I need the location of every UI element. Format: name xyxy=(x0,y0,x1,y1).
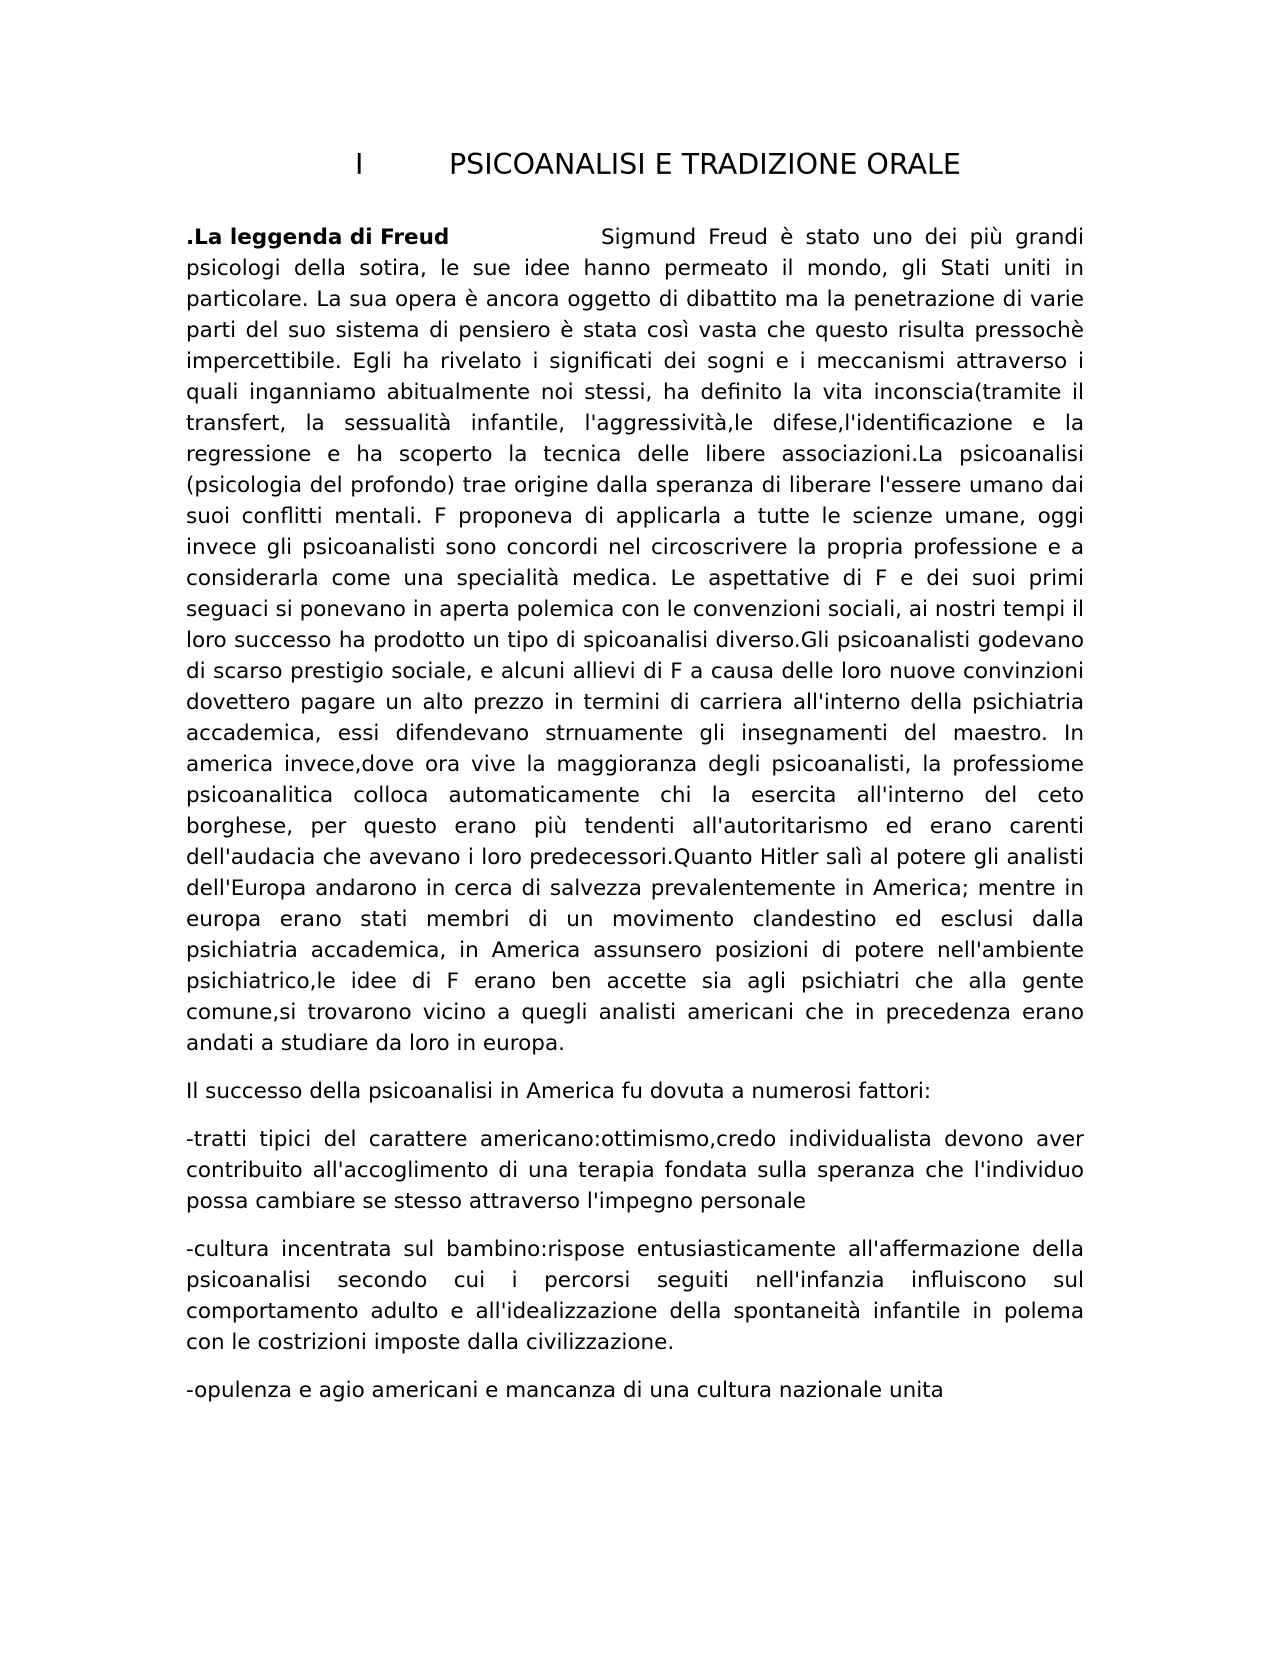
paragraph-intro xyxy=(186,222,1084,1059)
paragraph-factors-intro: Il successo della psicoanalisi in America fu dovuta a numerosi fattori: xyxy=(186,1079,932,1104)
chapter-heading xyxy=(355,148,961,182)
chapter-number: I xyxy=(355,148,364,181)
paragraph-text: Sigmund Freud è stato uno dei più grandi psicologi della sotira, le sue idee hanno permeato il mondo, gli Stati uniti in particolare. La sua opera è ancora oggetto di dibattito ma la penetrazione di varie parti del suo sistema di pensiero è stata così vasta che questo risulta pressochè impercettibile. Egli ha rivelato i significati dei sogni e i meccanismi attraverso i quali inganniamo abitualmente noi stessi, ha definito la vita inconscia(tramite il transfert, la sessualità infantile, l'aggressività,le difese,l'identificazione e la regressione e ha scoperto la tecnica delle libere associazioni.La psicoanalisi (psicologia del profondo) trae origine dalla speranza di liberare l'essere umano dai suoi conflitti mentali. F proponeva di applicarla a tutte le scienze umane, oggi invece gli psicoanalisti sono concordi nel circoscrivere la propria professione e a considerarla come una specialità medica. Le aspettative di F e dei suoi primi seguaci si ponevano in aperta polemica con le convenzioni sociali, ai nostri tempi il loro successo ha prodotto un tipo di spicoanalisi diverso.Gli psicoanalisti godevano di scarso prestigio sociale, e alcuni allievi di F a causa delle loro nuove convinzioni dovettero pagare un alto prezzo in termini di carriera all'interno della psichiatria accademica, essi difendevano strnuamente gli insegnamenti del maestro. In america invece,dove ora vive la maggioranza degli psicoanalisti, la professiome psicoanalitica colloca automaticamente chi la esercita all'interno del ceto borghese, per questo erano più tendenti all'autoritarismo ed erano carenti dell'audacia che avevano i loro predecessori.Quanto Hitler salì al potere gli analisti dell'Europa andarono in cerca di salvezza prevalentemente in America; mentre in europa erano stati membri di un movimento clandestino ed esclusi dalla psichiatria accademica, in America assunsero posizioni di potere nell'ambiente psichiatrico,le idee di F erano ben accette sia agli psichiatri che alla gente comune,si trovarono vicino a quegli analisti americani che in precedenza erano andati a studiare da loro in europa. xyxy=(186,225,1084,1056)
section-title: .La leggenda di Freud xyxy=(186,225,450,250)
list-item-opulence: -opulenza e agio americani e mancanza di una cultura nazionale unita xyxy=(186,1378,944,1403)
list-item-child-culture: -cultura incentrata sul bambino:rispose entusiasticamente all'affermazione della psicoanalisi secondo cui i percorsi seguiti nell'infanzia influiscono sul comportamento adulto e all'idealizzazione della spontaneità infantile in polema con le costrizioni imposte dalla civilizzazione. xyxy=(186,1237,1084,1355)
document-body xyxy=(186,222,1084,1423)
list-item-american-character: -tratti tipici del carattere americano:ottimismo,credo individualista devono aver contribuito all'accoglimento di una terapia fondata sulla speranza che l'individuo possa cambiare se stesso attraverso l'impegno personale xyxy=(186,1127,1084,1214)
chapter-title: PSICOANALISI E TRADIZIONE ORALE xyxy=(449,148,961,181)
